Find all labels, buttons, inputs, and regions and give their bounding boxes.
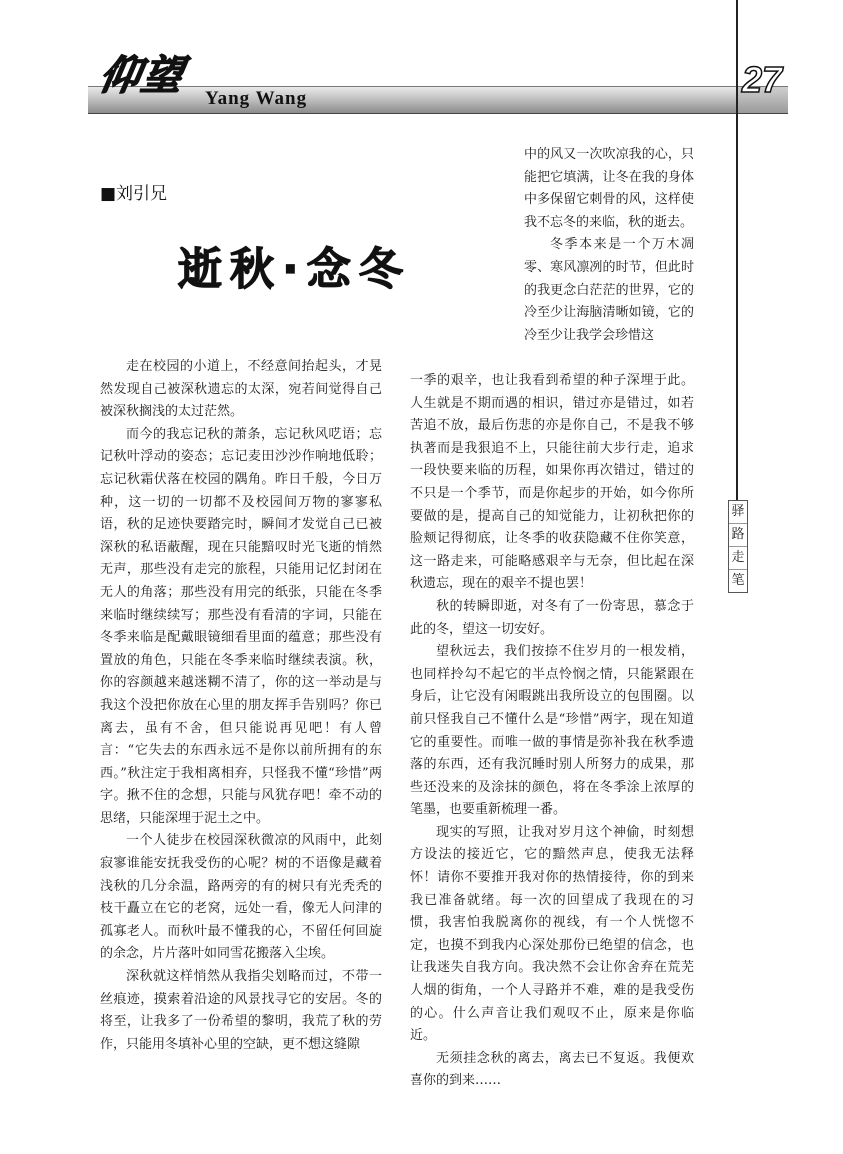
paragraph: 现实的写照，让我对岁月这个神偷，时刻想方设法的接近它，它的黯然声息，使我无法释怀！请你不要推开我对你的热情接待，你的到来我已准备就绪。每一次的回望成了我现在的习惯，我害怕我脱离你的视线，有一个人恍惚不定，也摸不到我内心深处那份已绝望的信念，也让我迷失自我方向。我决然不会让你舍弃在荒芜人烟的街角，一个人寻路并不难，难的是我受伤的心。什么声音让我们观叹不止，原来是你临近。 — [410, 824, 694, 1044]
section-label-char: 驿 — [729, 501, 747, 524]
paragraph: 冬季本来是一个万木凋零、寒风凛冽的时节，但此时的我更念白茫茫的世界，它的冷至少让海脑清晰如镜，它的冷至少让我学会珍惜这 — [524, 237, 694, 343]
paragraph: 而今的我忘记秋的萧条，忘记秋风呓语；忘记秋叶浮动的姿态；忘记麦田沙沙作响地低聆；忘记秋霜伏落在校园的隅角。昨日千般，今日万种，这一切的一切都不及校园间万物的寥寥私语，秋的足迹快要踏完时，瞬间才发觉自己已被深秋的私语蔽醒，现在只能黯叹时光飞逝的悄然无声，那些没有走完的旅程，只能用记忆封闭在无人的角落；那些没有用完的纸张，只能在冬季来临时继续续写；那些没有看清的字词，只能在冬季来临是配戴眼镜细看里面的蕴意；那些没有置放的角色，只能在冬季来临时继续表演。秋，你的容颜越来越迷糊不清了，你的这一举动是与我这个没把你放在心里的朋友挥手告别吗？你已离去，虽有不舍，但只能说再见吧！有人曾言：“它失去的东西永远不是你以前所拥有的东西。”秋注定于我相离相弃，只怪我不懂“珍惜”两字。揪不住的念想，只能与风犹存吧！牵不动的思绪，只能深埋于泥土之中。 — [100, 426, 382, 826]
magazine-logo-english: Yang Wang — [205, 88, 308, 109]
paragraph: 一个人徒步在校园深秋微凉的风雨中，此刻寂寥谁能安抚我受伤的心呢？树的不语像是藏着浅秋的几分余温，路两旁的有的树只有光秃秃的枝干矗立在它的老窝，远处一看，像无人问津的孤寡老人。而秋叶最不懂我的心，不留任何回旋的余念，片片落叶如同雪花搬落入尘埃。 — [100, 833, 382, 962]
right-column-top — [524, 144, 694, 347]
section-label-char: 路 — [729, 524, 747, 547]
header-band — [88, 86, 746, 114]
paragraph: 深秋就这样悄然从我指尖划略而过，不带一丝痕迹，摸索着沿途的风景找寻它的安居。冬的将至，让我多了一份希望的黎明，我荒了秋的劳作，只能用冬填补心里的空缺，更不想这缝隙 — [100, 969, 382, 1052]
paragraph: 无须挂念秋的离去，离去已不复返。我便欢喜你的到来…… — [410, 1050, 694, 1089]
left-column — [100, 356, 382, 1056]
right-column — [410, 370, 694, 1093]
article-title: 逝秋·念冬 — [178, 244, 411, 295]
article-author: ■刘引兄 — [100, 184, 168, 204]
section-label-char: 走 — [729, 547, 747, 570]
page-number: 27 — [742, 59, 783, 100]
paragraph: 秋的转瞬即逝，对冬有了一份寄思，慕念于此的冬，望这一切安好。 — [410, 598, 694, 637]
section-label-char: 笔 — [731, 573, 745, 588]
paragraph: 望秋远去，我们按捺不住岁月的一根发梢，也同样拎勾不起它的半点怜悯之情，只能紧跟在身后，让它没有闲暇跳出我所设立的包围圈。以前只怪我自己不懂什么是“珍惜”两字，现在知道它的重要性。而唯一做的事情是弥补我在秋季遗落的东西，还有我沉睡时别人所努力的成果，那些还没来的及涂抹的颜色，将在冬季涂上浓厚的笔墨，也要重新梳理一番。 — [410, 644, 694, 818]
section-label — [728, 500, 748, 593]
paragraph: 走在校园的小道上，不经意间抬起头，才晃然发现自己被深秋遗忘的太深，宛若间觉得自己被深秋搁浅的太过茫然。 — [100, 359, 382, 420]
magazine-logo: 仰望 — [95, 53, 189, 99]
paragraph: 中的风又一次吹凉我的心，只能把它填满，让冬在我的身体中多保留它刺骨的风，这样使我不忘冬的来临，秋的逝去。 — [524, 147, 694, 230]
paragraph: 一季的艰辛，也让我看到希望的种子深埋于此。人生就是不期而遇的相识，错过亦是错过，如若苦追不放，最后伤悲的亦是你自己，不是我不够执著而是我狠追不上，只能往前大步行走，追求一段快要来临的历程，如果你再次错过，错过的不只是一个季节，而是你起步的开始，如今你所要做的是，提高自己的知觉能力，让初秋把你的脸颊记得彻底，让冬季的收获隐藏不住你笑意，这一路走来，可能略感艰辛与无奈，但比起在深秋遗忘，现在的艰辛不提也罢！ — [410, 373, 694, 592]
